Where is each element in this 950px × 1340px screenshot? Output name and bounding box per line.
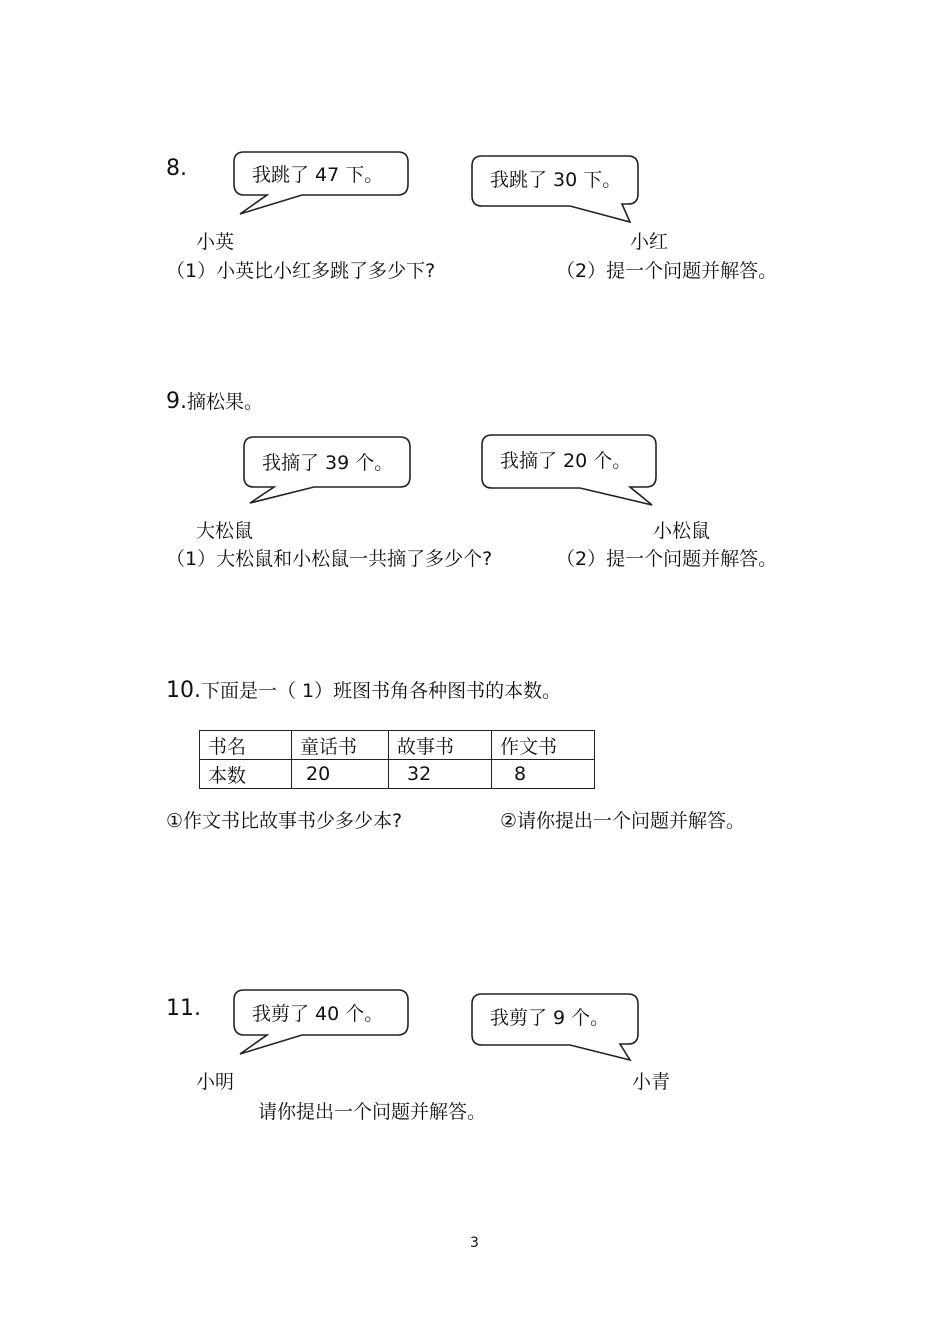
q11-number: 11. [166,996,201,1021]
table-cell: 20 [292,760,389,789]
q8-name-right: 小红 [630,231,669,253]
book-count-table [199,730,595,789]
q11-speech-bubble-right [470,992,645,1060]
q9-name-left: 大松鼠 [196,520,254,542]
page-number: 3 [470,1235,479,1251]
q9-subquestion-1: （1）大松鼠和小松鼠一共摘了多少个? [166,548,493,570]
q8-speech-bubble-left [232,150,412,214]
table-header-cell: 童话书 [292,731,389,760]
table-header-cell: 书名 [200,731,292,760]
q11-speech-bubble-left [232,988,412,1054]
q9-name-right: 小松鼠 [653,520,711,542]
table-header-cell: 作文书 [492,731,595,760]
table-cell: 32 [389,760,492,789]
q8-name-left: 小英 [196,231,235,253]
table-row [200,731,595,760]
q11-prompt: 请你提出一个问题并解答。 [258,1101,487,1123]
q9-speech-bubble-left [242,435,417,503]
table-cell: 8 [492,760,595,789]
table-header-cell: 故事书 [389,731,492,760]
q10-number: 10. [166,678,201,703]
q10-subquestion-1: ①作文书比故事书少多少本? [166,810,403,832]
q9-subquestion-2: （2）提一个问题并解答。 [556,548,778,570]
q11-name-left: 小明 [196,1071,235,1093]
q8-number: 8. [166,156,187,181]
q8-bubble-right-text: 我跳了 30 下。 [490,169,622,191]
q11-name-right: 小青 [632,1071,671,1093]
q8-subquestion-2: （2）提一个问题并解答。 [556,260,778,282]
q8-subquestion-1: （1）小英比小红多跳了多少下? [166,260,436,282]
q11-bubble-right-text: 我剪了 9 个。 [490,1007,610,1029]
q9-heading [166,387,263,414]
q8-bubble-left-text: 我跳了 47 下。 [252,164,384,186]
q10-subquestion-2: ②请你提出一个问题并解答。 [500,810,746,832]
q9-speech-bubble-right [480,433,660,505]
q9-number: 9. [166,389,187,414]
q9-bubble-right-text: 我摘了 20 个。 [500,450,632,472]
q9-title: 摘松果。 [187,391,264,413]
q9-bubble-left-text: 我摘了 39 个。 [262,452,394,474]
q10-title: 下面是一（ 1）班图书角各种图书的本数。 [201,680,562,702]
table-row [200,760,595,789]
q11-bubble-left-text: 我剪了 40 个。 [252,1003,384,1025]
q10-heading [166,676,561,703]
q8-speech-bubble-right [470,154,645,222]
table-cell: 本数 [200,760,292,789]
